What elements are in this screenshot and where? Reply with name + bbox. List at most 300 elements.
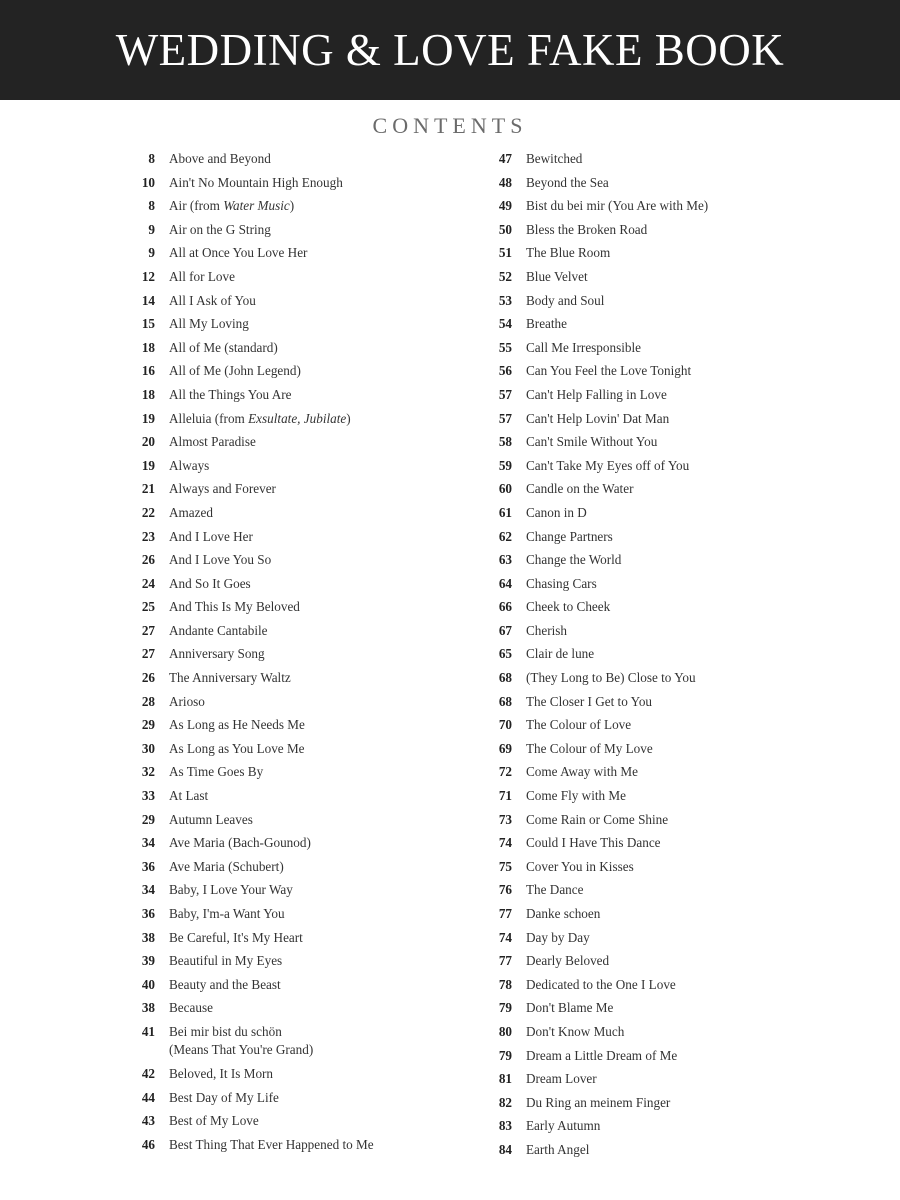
song-title-text: Can't Help Falling in Love — [526, 386, 667, 402]
song-title — [169, 410, 351, 428]
song-title-text: As Long as You Love Me — [169, 740, 305, 756]
song-title — [169, 716, 305, 734]
song-title-text: Because — [169, 1000, 213, 1016]
page-number: 79 — [498, 1047, 512, 1063]
page-number: 41 — [141, 1023, 155, 1039]
contents-entry — [113, 197, 513, 221]
page-number: 84 — [498, 1141, 512, 1157]
song-title-text: Bist du bei mir (You Are with Me) — [526, 198, 709, 214]
song-title — [526, 1047, 677, 1065]
song-title — [526, 999, 613, 1017]
contents-entry — [470, 268, 870, 292]
song-title — [169, 150, 271, 168]
contents-entry — [470, 598, 870, 622]
page-number: 10 — [141, 174, 155, 190]
page-number: 25 — [141, 599, 155, 615]
contents-entry — [113, 999, 513, 1023]
contents-entry — [113, 929, 513, 953]
song-title-text: Don't Blame Me — [526, 1000, 614, 1016]
contents-entry — [113, 1112, 513, 1136]
contents-entry — [470, 150, 870, 174]
contents-entry — [470, 763, 870, 787]
song-title-text: Ain't No Mountain High Enough — [169, 174, 343, 190]
song-title — [526, 1023, 624, 1041]
contents-entry — [113, 787, 513, 811]
page-number: 79 — [498, 1000, 512, 1016]
song-title — [169, 740, 305, 758]
contents-entry — [470, 362, 870, 386]
page-number: 12 — [141, 268, 155, 284]
song-title — [526, 1117, 600, 1135]
song-title-text: Come Away with Me — [526, 764, 638, 780]
song-title — [526, 528, 613, 546]
song-title-text: Clair de lune — [526, 646, 595, 662]
contents-entry — [470, 433, 870, 457]
song-title-text: And So It Goes — [169, 575, 251, 591]
page-number: 22 — [141, 504, 155, 520]
song-title-text: Almost Paradise — [169, 434, 256, 450]
page-number: 18 — [141, 339, 155, 355]
song-title — [526, 905, 600, 923]
song-title — [526, 575, 597, 593]
song-title-text: Autumn Leaves — [169, 811, 253, 827]
contents-entry — [113, 362, 513, 386]
song-title-text: Dream a Little Dream of Me — [526, 1047, 678, 1063]
song-title-text: Anniversary Song — [169, 646, 265, 662]
contents-entry — [113, 339, 513, 363]
song-title — [526, 693, 652, 711]
contents-entry — [113, 528, 513, 552]
contents-entry — [113, 457, 513, 481]
page-number: 42 — [141, 1065, 155, 1081]
contents-entry — [113, 905, 513, 929]
contents-entry — [470, 693, 870, 717]
page-number: 65 — [498, 646, 512, 662]
song-title — [169, 858, 284, 876]
page-number: 20 — [141, 434, 155, 450]
song-title-text: Bei mir bist du schön — [169, 1023, 282, 1039]
song-title — [169, 221, 271, 239]
song-title-text: Call Me Irresponsible — [526, 339, 641, 355]
contents-entry — [470, 528, 870, 552]
song-title-text: As Time Goes By — [169, 764, 264, 780]
song-title-text: Beloved, It Is Morn — [169, 1065, 274, 1081]
page-number: 21 — [141, 481, 155, 497]
page-number: 36 — [141, 858, 155, 874]
song-title — [526, 787, 626, 805]
contents-entry — [113, 693, 513, 717]
song-title-text: Baby, I'm-a Want You — [169, 906, 285, 921]
song-title-text: Canon in D — [526, 504, 587, 520]
song-title — [526, 881, 583, 899]
song-title-suffix: ) — [289, 198, 295, 214]
contents-entry — [470, 1141, 870, 1165]
song-title — [169, 598, 300, 616]
contents-entry — [470, 622, 870, 646]
contents-entry — [113, 622, 513, 646]
page-number: 34 — [141, 882, 155, 898]
song-title-text: Can't Smile Without You — [526, 434, 658, 450]
song-title-text: All at Once You Love Her — [169, 245, 308, 261]
song-title — [526, 598, 610, 616]
song-title — [169, 999, 213, 1017]
contents-entry — [470, 197, 870, 221]
song-title-text: Cover You in Kisses — [526, 858, 634, 874]
page-number: 77 — [498, 906, 512, 921]
song-title — [526, 480, 633, 498]
contents-entry — [470, 881, 870, 905]
song-title-text: Earth Angel — [526, 1141, 590, 1157]
song-title-text: Ave Maria (Bach-Gounod) — [169, 835, 311, 851]
song-title — [526, 244, 610, 262]
contents-entry — [113, 811, 513, 835]
song-title — [169, 881, 293, 899]
song-title — [169, 315, 249, 333]
song-title-text: All the Things You Are — [169, 386, 292, 402]
page-number: 40 — [141, 976, 155, 992]
page-number: 27 — [141, 646, 155, 662]
page-number: 78 — [498, 976, 512, 992]
song-title — [169, 292, 256, 310]
contents-heading: CONTENTS — [372, 113, 528, 138]
song-title — [526, 669, 696, 687]
song-title-text: The Colour of Love — [526, 717, 632, 733]
contents-entry — [113, 669, 513, 693]
contents-entry — [113, 292, 513, 316]
song-title — [526, 716, 631, 734]
song-title-text: Dream Lover — [526, 1071, 597, 1087]
song-title-text: All My Loving — [169, 316, 249, 332]
page-number: 28 — [141, 693, 155, 709]
page-number: 46 — [141, 1136, 155, 1152]
contents-entry — [113, 952, 513, 976]
song-title-text: (They Long to Be) Close to You — [526, 670, 696, 686]
song-title — [169, 834, 311, 852]
song-title-text: And I Love You So — [169, 552, 272, 568]
song-title — [526, 834, 661, 852]
page-number: 59 — [498, 457, 512, 473]
song-title-text: Air (from — [169, 198, 224, 214]
song-title — [526, 292, 604, 310]
contents-entry — [113, 1065, 513, 1089]
contents-entry — [113, 740, 513, 764]
song-title — [526, 174, 609, 192]
page-number: 69 — [498, 740, 512, 756]
contents-entry — [470, 1094, 870, 1118]
contents-entry — [113, 858, 513, 882]
page-number: 43 — [141, 1113, 155, 1129]
contents-entry — [113, 315, 513, 339]
contents-entry — [470, 1047, 870, 1071]
page-number: 82 — [498, 1094, 512, 1110]
contents-entry — [470, 858, 870, 882]
page-number: 38 — [141, 929, 155, 945]
song-title — [526, 811, 668, 829]
song-title-text: Air on the G String — [169, 221, 271, 237]
song-title-text: All for Love — [169, 268, 235, 284]
contents-entry — [470, 174, 870, 198]
contents-entry — [113, 763, 513, 787]
song-title — [169, 457, 209, 475]
page-number: 66 — [498, 599, 512, 615]
contents-entry — [470, 386, 870, 410]
book-title: WEDDING & LOVE FAKE BOOK — [115, 25, 785, 75]
page-number: 70 — [498, 717, 512, 733]
song-title-suffix: ) — [346, 410, 351, 426]
song-title-text: Can't Take My Eyes off of You — [526, 457, 690, 473]
song-title — [526, 976, 676, 994]
page-number: 73 — [498, 811, 512, 827]
song-title — [526, 150, 582, 168]
song-title — [526, 929, 590, 947]
page-number: 9 — [148, 245, 155, 261]
page-number: 80 — [498, 1023, 512, 1039]
contents-entry — [470, 645, 870, 669]
contents-entry — [470, 221, 870, 245]
page-number: 53 — [498, 292, 512, 308]
contents-entry — [470, 244, 870, 268]
song-title-text: Cherish — [526, 622, 568, 638]
page-number: 67 — [498, 622, 512, 638]
contents-entry — [470, 929, 870, 953]
song-title-text: The Dance — [526, 882, 584, 898]
song-title — [169, 1023, 313, 1059]
song-title-text: Always and Forever — [169, 481, 276, 497]
page-number: 77 — [498, 953, 512, 969]
song-title-text: Come Fly with Me — [526, 788, 627, 804]
page-number: 44 — [141, 1089, 155, 1105]
contents-entry — [113, 174, 513, 198]
contents-entry — [113, 268, 513, 292]
contents-column-left — [113, 150, 513, 1159]
song-title — [169, 244, 307, 262]
page-number: 39 — [141, 953, 155, 969]
song-title — [526, 386, 667, 404]
song-title-text: All I Ask of You — [169, 292, 256, 308]
song-title-text: Blue Velvet — [526, 268, 588, 284]
song-title-text: Dedicated to the One I Love — [526, 976, 676, 992]
page-number: 8 — [148, 151, 155, 166]
page-number: 50 — [498, 221, 512, 237]
song-title — [526, 315, 567, 333]
song-title-line2: (Means That You're Grand) — [169, 1041, 314, 1057]
song-title-text: Cheek to Cheek — [526, 599, 611, 615]
song-title — [526, 362, 691, 380]
page-number: 75 — [498, 858, 512, 874]
song-title-text: At Last — [169, 788, 209, 804]
song-title-text: Beyond the Sea — [526, 174, 609, 190]
page-number: 74 — [498, 929, 512, 945]
song-title-text: Breathe — [526, 316, 568, 332]
song-title-text: And This Is My Beloved — [169, 599, 300, 615]
song-title — [169, 268, 235, 286]
song-title-text: Best Day of My Life — [169, 1089, 279, 1105]
page-number: 29 — [141, 717, 155, 733]
book-title-banner — [0, 0, 900, 100]
song-title-text: Above and Beyond — [169, 151, 271, 166]
page-number: 26 — [141, 552, 155, 568]
contents-entry — [470, 811, 870, 835]
contents-entry — [113, 1136, 513, 1160]
page-number: 14 — [141, 292, 155, 308]
song-title-text: Can't Help Lovin' Dat Man — [526, 410, 670, 426]
song-title-text: All of Me (standard) — [169, 339, 278, 355]
song-title — [526, 1141, 589, 1159]
page-number: 83 — [498, 1118, 512, 1134]
contents-entry — [470, 834, 870, 858]
song-title — [169, 976, 281, 994]
song-title-text: All of Me (John Legend) — [169, 363, 301, 379]
song-title-text: Bless the Broken Road — [526, 221, 648, 237]
song-title-text: The Closer I Get to You — [526, 693, 653, 709]
page-number: 30 — [141, 740, 155, 756]
contents-entry — [470, 575, 870, 599]
song-title — [526, 622, 567, 640]
song-title-text: The Colour of My Love — [526, 740, 653, 756]
song-title — [526, 551, 621, 569]
song-title-text: Beautiful in My Eyes — [169, 953, 283, 969]
contents-entry — [470, 339, 870, 363]
song-title-text: Early Autumn — [526, 1118, 601, 1134]
song-title — [169, 811, 253, 829]
song-title-text: Danke schoen — [526, 906, 601, 921]
song-title — [169, 622, 268, 640]
contents-entry — [113, 976, 513, 1000]
song-title-text: Arioso — [169, 693, 205, 709]
contents-entry — [113, 480, 513, 504]
contents-entry — [470, 999, 870, 1023]
page-number: 62 — [498, 528, 512, 544]
contents-entry — [470, 315, 870, 339]
page-number: 26 — [141, 670, 155, 686]
contents-column-right — [470, 150, 870, 1165]
contents-entry — [470, 504, 870, 528]
page-number: 55 — [498, 339, 512, 355]
song-title — [526, 197, 708, 215]
contents-entry — [470, 457, 870, 481]
song-title — [526, 858, 634, 876]
page-number: 34 — [141, 835, 155, 851]
page-number: 16 — [141, 363, 155, 379]
song-title-text: Change Partners — [526, 528, 613, 544]
page-number: 57 — [498, 386, 512, 402]
page-number: 74 — [498, 835, 512, 851]
song-title-text: Ave Maria (Schubert) — [169, 858, 284, 874]
contents-entry — [113, 716, 513, 740]
song-title — [169, 952, 282, 970]
song-title — [526, 645, 594, 663]
song-title-text: And I Love Her — [169, 528, 253, 544]
page-number: 32 — [141, 764, 155, 780]
contents-entry — [470, 740, 870, 764]
contents-entry — [470, 1070, 870, 1094]
song-title-italic: Exsultate, Jubilate — [248, 410, 347, 426]
song-title — [169, 339, 278, 357]
contents-entry — [113, 834, 513, 858]
song-title — [526, 410, 669, 428]
song-title — [169, 174, 343, 192]
contents-entry — [470, 410, 870, 434]
song-title-text: Bewitched — [526, 151, 583, 166]
song-title — [169, 551, 271, 569]
song-title — [526, 952, 609, 970]
page-number: 63 — [498, 552, 512, 568]
song-title — [169, 386, 291, 404]
page-number: 64 — [498, 575, 512, 591]
song-title-text: Candle on the Water — [526, 481, 634, 497]
page-number: 23 — [141, 528, 155, 544]
song-title — [169, 1065, 273, 1083]
song-title-text: Amazed — [169, 504, 213, 520]
song-title — [169, 197, 294, 215]
song-title-text: Andante Cantabile — [169, 622, 268, 638]
song-title — [169, 433, 256, 451]
page-number: 49 — [498, 198, 512, 214]
page-number: 19 — [141, 457, 155, 473]
page-number: 18 — [141, 386, 155, 402]
contents-entry — [113, 575, 513, 599]
page-number: 52 — [498, 268, 512, 284]
song-title — [526, 1070, 597, 1088]
page-number: 24 — [141, 575, 155, 591]
page-number: 48 — [498, 174, 512, 190]
song-title-text: The Blue Room — [526, 245, 611, 261]
contents-entry — [470, 952, 870, 976]
page-number: 8 — [148, 198, 155, 214]
song-title-text: Body and Soul — [526, 292, 605, 308]
page-number: 60 — [498, 481, 512, 497]
song-title — [169, 504, 213, 522]
song-title — [526, 221, 647, 239]
contents-entry — [113, 598, 513, 622]
contents-entry — [113, 881, 513, 905]
page-number: 38 — [141, 1000, 155, 1016]
song-title — [169, 575, 251, 593]
page-number: 56 — [498, 363, 512, 379]
song-title — [169, 929, 303, 947]
contents-entry — [113, 551, 513, 575]
song-title — [169, 1089, 279, 1107]
song-title — [526, 268, 588, 286]
page-number: 71 — [498, 788, 512, 804]
song-title-text: Best of My Love — [169, 1113, 259, 1129]
song-title-text: Always — [169, 457, 210, 473]
song-title-text: Best Thing That Ever Happened to Me — [169, 1136, 374, 1152]
page-number: 27 — [141, 622, 155, 638]
song-title-text: As Long as He Needs Me — [169, 717, 305, 733]
contents-entry — [113, 221, 513, 245]
song-title — [169, 1112, 259, 1130]
page-number: 54 — [498, 316, 512, 332]
contents-entry — [113, 645, 513, 669]
song-title-text: Beauty and the Beast — [169, 976, 281, 992]
song-title — [169, 787, 208, 805]
contents-entry — [470, 292, 870, 316]
song-title-text: Could I Have This Dance — [526, 835, 661, 851]
song-title-text: Come Rain or Come Shine — [526, 811, 669, 827]
page-number: 72 — [498, 764, 512, 780]
song-title-text: The Anniversary Waltz — [169, 670, 291, 686]
song-title — [169, 480, 276, 498]
page-number: 81 — [498, 1071, 512, 1087]
page-number: 15 — [141, 316, 155, 332]
contents-entry — [470, 976, 870, 1000]
contents-entry — [113, 244, 513, 268]
song-title-text: Alleluia (from — [169, 410, 249, 426]
song-title-text: Du Ring an meinem Finger — [526, 1094, 671, 1110]
song-title — [526, 740, 653, 758]
page-number: 68 — [498, 670, 512, 686]
